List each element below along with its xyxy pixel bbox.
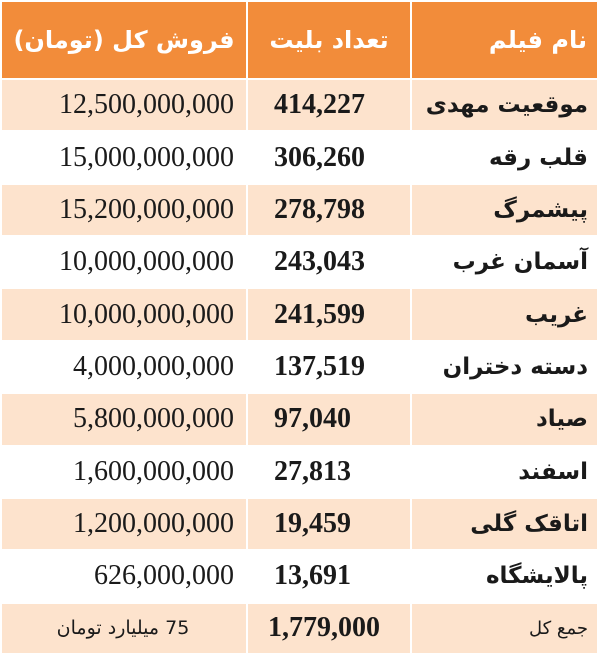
total-label: جمع کل bbox=[411, 603, 597, 654]
sales-cell: 4,000,000,000 bbox=[1, 341, 247, 393]
film-name-cell: صیاد bbox=[411, 393, 597, 445]
film-name-cell: اتاقک گلی bbox=[411, 498, 597, 550]
tickets-cell: 19,459 bbox=[247, 498, 411, 550]
table-row bbox=[1, 131, 597, 183]
sales-cell: 15,000,000,000 bbox=[1, 131, 247, 183]
tickets-cell: 306,260 bbox=[247, 131, 411, 183]
film-name-cell: پیشمرگ bbox=[411, 184, 597, 236]
table-row bbox=[1, 393, 597, 445]
header-total-sales: فروش کل (تومان) bbox=[1, 1, 247, 79]
tickets-cell: 137,519 bbox=[247, 341, 411, 393]
sales-cell: 626,000,000 bbox=[1, 550, 247, 602]
table-row bbox=[1, 446, 597, 498]
sales-cell: 1,600,000,000 bbox=[1, 446, 247, 498]
film-name-cell: آسمان غرب bbox=[411, 236, 597, 288]
tickets-cell: 27,813 bbox=[247, 446, 411, 498]
film-name-cell: پالایشگاه bbox=[411, 550, 597, 602]
header-film-name: نام فیلم bbox=[411, 1, 597, 79]
table-row bbox=[1, 79, 597, 131]
tickets-cell: 241,599 bbox=[247, 288, 411, 340]
tickets-cell: 243,043 bbox=[247, 236, 411, 288]
table-row bbox=[1, 498, 597, 550]
header-tickets: تعداد بلیت bbox=[247, 1, 411, 79]
table-row bbox=[1, 236, 597, 288]
tickets-cell: 13,691 bbox=[247, 550, 411, 602]
table-row bbox=[1, 184, 597, 236]
sales-cell: 5,800,000,000 bbox=[1, 393, 247, 445]
film-name-cell: اسفند bbox=[411, 446, 597, 498]
film-name-cell: قلب رقه bbox=[411, 131, 597, 183]
tickets-cell: 97,040 bbox=[247, 393, 411, 445]
film-name-cell: غریب bbox=[411, 288, 597, 340]
tickets-cell: 278,798 bbox=[247, 184, 411, 236]
tickets-cell: 414,227 bbox=[247, 79, 411, 131]
sales-cell: 1,200,000,000 bbox=[1, 498, 247, 550]
sales-cell: 12,500,000,000 bbox=[1, 79, 247, 131]
table-row bbox=[1, 341, 597, 393]
total-tickets: 1,779,000 bbox=[247, 603, 411, 654]
table-row bbox=[1, 288, 597, 340]
header-row bbox=[1, 1, 597, 79]
sales-cell: 10,000,000,000 bbox=[1, 236, 247, 288]
film-name-cell: دسته دختران bbox=[411, 341, 597, 393]
sales-cell: 10,000,000,000 bbox=[1, 288, 247, 340]
table-row bbox=[1, 550, 597, 602]
film-name-cell: موقعیت مهدی bbox=[411, 79, 597, 131]
total-row bbox=[1, 603, 597, 654]
sales-cell: 15,200,000,000 bbox=[1, 184, 247, 236]
total-sales: 75 میلیارد تومان bbox=[1, 603, 247, 654]
